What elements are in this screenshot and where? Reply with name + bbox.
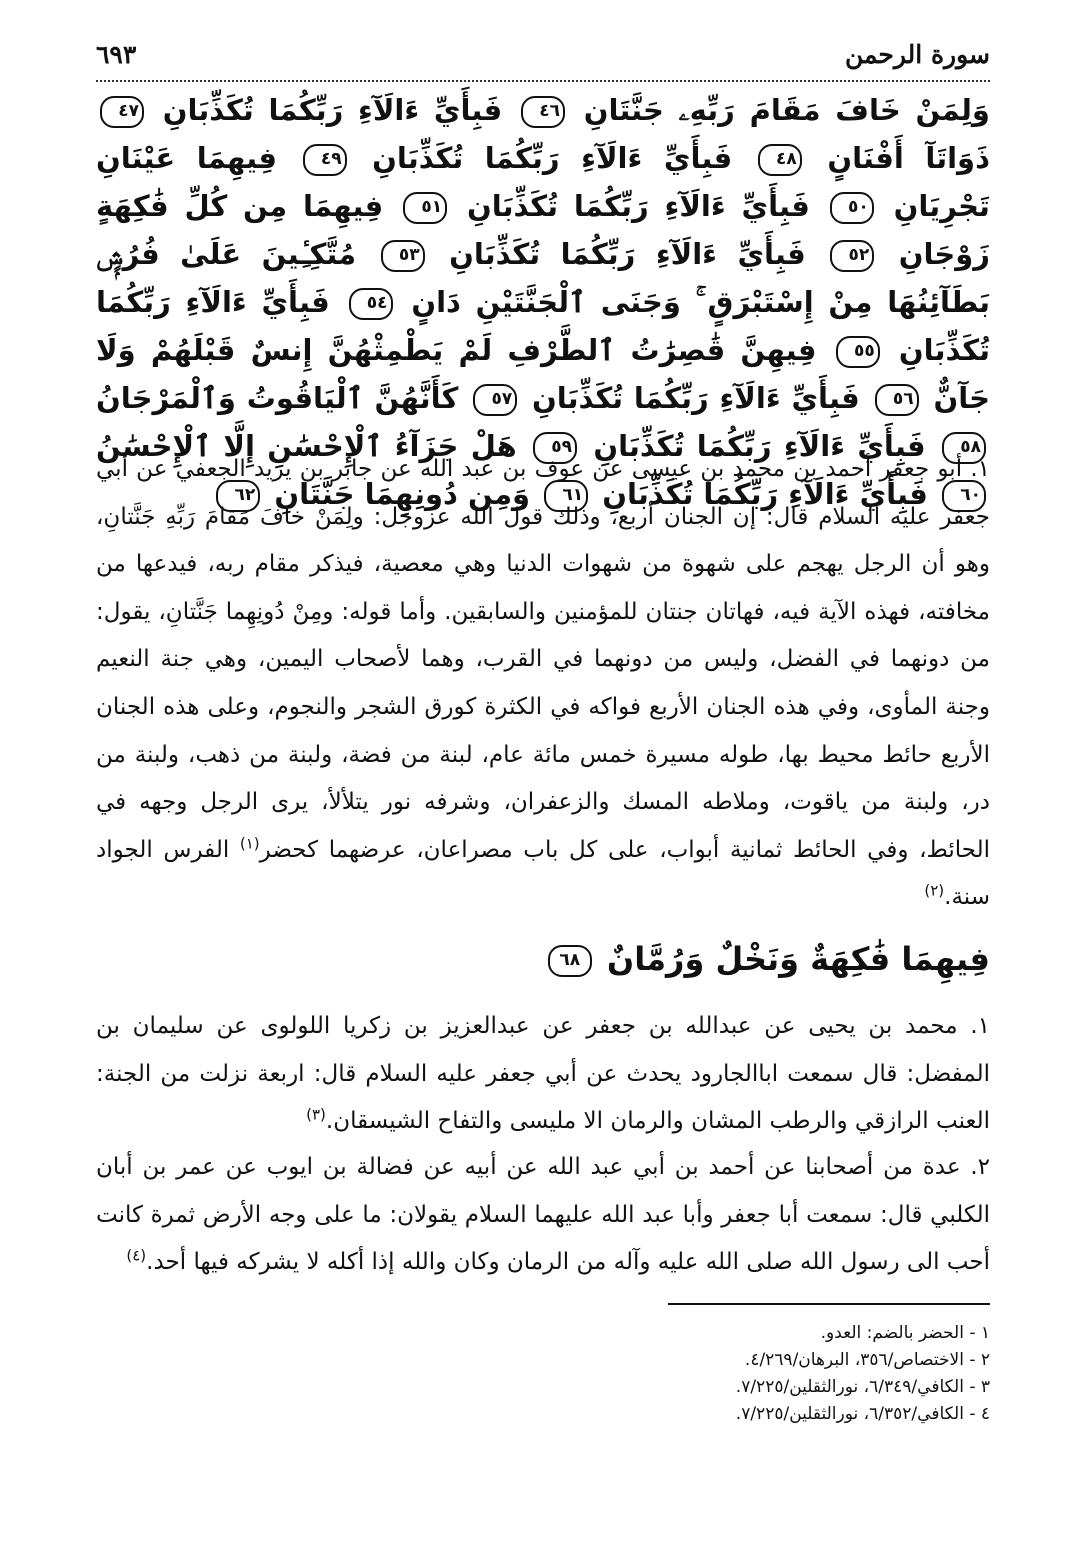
ayah-number-badge: ٥٠ bbox=[830, 192, 874, 224]
footnote-item: ١ - الحضر بالضم: العدو. bbox=[820, 1323, 990, 1343]
footnote-divider bbox=[668, 1303, 990, 1305]
commentary-text: ٢. عدة من أصحابنا عن أحمد بن أبي عبد الله عن أبيه عن فضالة بن ايوب عن عمر بن أبان الكلبي قال: سمعت أبا جعفر وأبا عبد الله عليهما السلام يقولان: ما على وجه الأرض ثمرة كانت أحب الى رسول الله صلى الله عليه وآله من الرمان وكان والله إذا أكله لا يشركه فيها أحد. bbox=[96, 1154, 990, 1276]
ayah-number-badge: ٥٦ bbox=[875, 384, 919, 416]
commentary-hadith-3 bbox=[96, 1144, 990, 1287]
commentary-hadith-1 bbox=[96, 446, 990, 922]
commentary-text: ١. أبو جعفر أحمد بن محمد بن عيسى عن عوف بن عبد الله عن جابر بن يزيد الجعفي عن أبي جعفر عليه السلام قال: إن الجنان أربع، وذلك قول الله عزوجل: ولِمَنْ خافَ مَقامَ رَبِّهِ جَنَّتانِ، وهو أن الرجل يهجم على شهوة من شهوات الدنيا وهي معصية، فيذكر مقام ربه، فيدعها من مخافته، فهذه الآية فيه، فهاتان جنتان للمؤمنين والسابقين. وأما قوله: ومِنْ دُونِهِما جَنَّتانِ، يقول: من دونهما في الفضل، وليس من دونهما في القرب، وهما لأصحاب اليمين، وهي جنة النعيم وجنة المأوى، وفي هذه الجنان الأربع فواكه في الكثرة كورق الشجر والنجوم، وعلى هذه الجنان الأربع حائط محيط بها، طوله مسيرة خمس مائة عام، لبنة من فضة، ولبنة من ذهب، ولبنة من در، ولبنة من ياقوت، وملاطه المسك والزعفران، وشرفه نور يتلألأ، يرى الرجل وجهه في الحائط، وفي الحائط ثمانية أبواب، على كل باب مصراعان، عرضهما كحضر bbox=[96, 456, 990, 863]
ayah-text: ذَوَاتَآ أَفْنَانٍ bbox=[827, 141, 990, 175]
ayah-number-badge: ٤٨ bbox=[758, 144, 802, 176]
commentary-hadith-2 bbox=[96, 1003, 990, 1146]
ayah-text: فَبِأَيِّ ءَالَآءِ رَبِّكُمَا تُكَذِّبَانِ bbox=[372, 141, 733, 175]
ayah-text: هَلْ جَزَآءُ ٱلْإِحْسَٰنِ إِلَّا ٱلْإِحْسَٰنُ bbox=[96, 429, 517, 463]
footnote-item: ٣ - الكافي/٦/٣٤٩، نورالثقلين/٧/٢٢٥. bbox=[735, 1377, 990, 1397]
ayah-text: كَأَنَّهُنَّ ٱلْيَاقُوتُ وَٱلْمَرْجَانُ bbox=[96, 381, 459, 415]
ayah-number-badge: ٦٨ bbox=[548, 945, 592, 977]
ayah-text: مُتَّكِـِٔينَ عَلَىٰ فُرُشٍۭ بَطَآئِنُهَا مِنْ إِسْتَبْرَقٍ ۚ وَجَنَى ٱلْجَنَّتَيْنِ دَانٍ bbox=[96, 237, 991, 319]
ayah-number-badge: ٥١ bbox=[403, 192, 447, 224]
page-number: ٦٩٣ bbox=[96, 40, 137, 69]
ayah-text: فِيهِمَا عَيْنَانِ تَجْرِيَانِ bbox=[96, 141, 990, 223]
ayah-number-badge: ٦٢ bbox=[216, 480, 260, 512]
ayah-text: فَبِأَيِّ ءَالَآءِ رَبِّكُمَا تُكَذِّبَانِ bbox=[96, 285, 990, 367]
ayah-number-badge: ٦٠ bbox=[942, 480, 986, 512]
surah-title: سورة الرحمن bbox=[844, 40, 990, 69]
ayah-text: فِيهِنَّ قَٰصِرَٰتُ ٱلطَّرْفِ لَمْ يَطْمِثْهُنَّ إِنسٌ قَبْلَهُمْ وَلَا جَآنٌّ bbox=[96, 333, 990, 415]
ayah-text: فَبِأَيِّ ءَالَآءِ رَبِّكُمَا تُكَذِّبَانِ bbox=[162, 93, 503, 127]
ayah-number-badge: ٤٩ bbox=[303, 144, 347, 176]
heading-verse-text: فِيهِمَا فَٰكِهَةٌ وَنَخْلٌ وَرُمَّانٌ bbox=[606, 940, 990, 978]
citation-mark: (٢) bbox=[924, 881, 945, 900]
commentary-text-continued: الفرس الجواد سنة. bbox=[96, 836, 990, 911]
ayah-number-badge: ٥٧ bbox=[473, 384, 517, 416]
ayah-text: فَبِأَيِّ ءَالَآءِ رَبِّكُمَا تُكَذِّبَانِ bbox=[449, 237, 806, 271]
commentary-text: ١. محمد بن يحيى عن عبدالله بن جعفر عن عبدالعزيز بن زكريا اللولوى عن سليمان بن المفضل: قال سمعت اباالجارود يحدث عن أبي جعفر عليه السلام قال: اربعة نزلت من الجنة: العنب الرازقي والرطب المشان والرمان الا مليسى والتفاح الشيسقان. bbox=[96, 1013, 990, 1135]
ayah-number-badge: ٥٩ bbox=[533, 432, 577, 464]
ayah-number-badge: ٦١ bbox=[544, 480, 588, 512]
ayah-number-badge: ٥٨ bbox=[942, 432, 986, 464]
ayah-number-badge: ٥٣ bbox=[381, 240, 425, 272]
running-head bbox=[96, 40, 990, 82]
ayah-number-badge: ٤٧ bbox=[100, 96, 144, 128]
ayah-text: وَلِمَنْ خَافَ مَقَامَ رَبِّهِۦ جَنَّتَانِ bbox=[583, 93, 990, 127]
ayah-number-badge: ٤٦ bbox=[521, 96, 565, 128]
footnote-item: ٢ - الاختصاص/٣٥٦، البرهان/٤/٢٦٩. bbox=[744, 1350, 990, 1370]
ayah-text: فَبِأَيِّ ءَالَآءِ رَبِّكُمَا تُكَذِّبَانِ bbox=[466, 189, 810, 223]
ayah-number-badge: ٥٢ bbox=[830, 240, 874, 272]
citation-mark: (٤) bbox=[126, 1246, 147, 1265]
citation-mark: (٣) bbox=[306, 1105, 326, 1124]
ayah-text: فَبِأَيِّ ءَالَآءِ رَبِّكُمَا تُكَذِّبَانِ bbox=[602, 477, 928, 511]
heading-verse bbox=[96, 935, 990, 983]
footnotes-list bbox=[96, 1320, 990, 1428]
ayah-text: فَبِأَيِّ ءَالَآءِ رَبِّكُمَا تُكَذِّبَانِ bbox=[593, 429, 926, 463]
ayah-text: وَمِن دُونِهِمَا جَنَّتَانِ bbox=[274, 477, 531, 511]
citation-mark: (١) bbox=[239, 834, 260, 853]
ayah-number-badge: ٥٥ bbox=[836, 336, 880, 368]
footnote-item: ٤ - الكافي/٦/٣٥٢، نورالثقلين/٧/٢٢٥. bbox=[735, 1404, 990, 1424]
ayah-text: فَبِأَيِّ ءَالَآءِ رَبِّكُمَا تُكَذِّبَانِ bbox=[532, 381, 860, 415]
ayah-text: فِيهِمَا مِن كُلِّ فَٰكِهَةٍ زَوْجَانِ bbox=[96, 189, 990, 271]
ayah-number-badge: ٥٤ bbox=[349, 288, 393, 320]
